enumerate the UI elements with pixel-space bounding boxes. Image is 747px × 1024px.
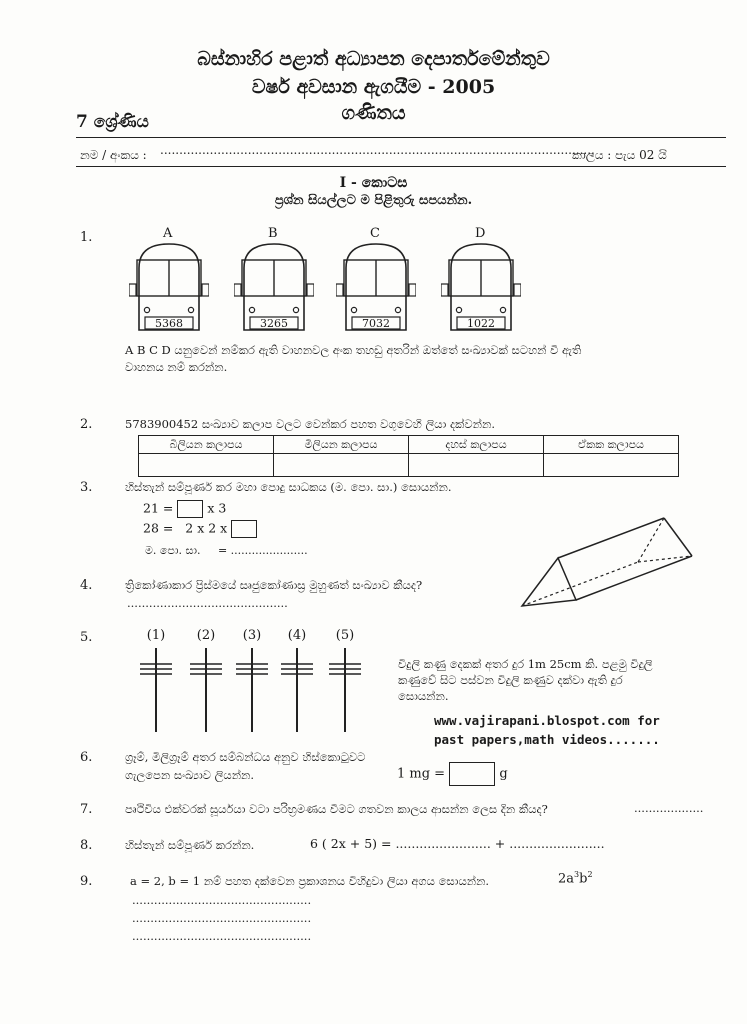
question-number-4: 4. [80, 578, 93, 593]
header-rule-top [76, 137, 726, 138]
bus-plate-number: 5368 [155, 317, 183, 330]
ministry-heading: බස්නාහිර පළාත් අධ්‍යාපන දෙපාර්තමේන්තුව [197, 48, 550, 70]
q9-expr-base: 2a [558, 871, 575, 887]
pole-label: (4) [287, 628, 307, 643]
q3-answer-box-2[interactable] [231, 520, 257, 538]
q3-line1-rhs: x 3 [207, 500, 227, 516]
pole-3 [234, 628, 270, 734]
pole-label: (1) [146, 628, 166, 643]
question-number-9: 9. [80, 874, 93, 889]
name-field-dots[interactable]: .................................................................................................................. [160, 143, 595, 157]
place-value-table [138, 435, 679, 477]
bus-letter: C [370, 226, 380, 241]
q6-answer-box[interactable] [449, 762, 495, 786]
bus-b [234, 226, 314, 332]
name-label: නම / අංකය : [80, 148, 147, 162]
q5-text-line2: කණුවේ සිට පස්වන විදුලි කණුව දක්වා ඇති දුර [398, 673, 623, 687]
time-label: කාලය : පැය 02 යි [572, 148, 667, 162]
q5-text-line1: විදුලි කණු දෙකක් අතර දුර 1m 25cm කි. පළමු විදුලි [398, 657, 653, 671]
subject-title: ගණිතය [341, 102, 406, 124]
q1-text-line2: වාහනය නම් කරන්න. [125, 360, 228, 374]
question-number-7: 7. [80, 802, 93, 817]
q9-expr-exp2: 2 [587, 870, 593, 879]
q6-text-line2: ගැලපෙන සංඛ්‍යාව ලියන්න. [125, 768, 255, 782]
q3-line1 [143, 500, 226, 518]
q8-text: හිස්තැන් සම්පූර්ණ කරන්න. [125, 838, 255, 852]
watermark-line1: www.vajirapani.blospot.com for [434, 713, 660, 728]
header-rule-bottom [76, 166, 726, 167]
question-number-1: 1. [80, 230, 93, 245]
q5-text-line3: සොයන්න. [398, 689, 449, 703]
q9-expr-exp1: 3 [574, 870, 580, 879]
bus-d [441, 226, 521, 332]
q3-line1-lhs: 21 = [143, 500, 174, 516]
q1-text-line1: A B C D යනුවෙන් නම්කර ඇති වාහනවල අංක තහඩු අතරින් ඔත්තේ සංඛ්‍යාවක් සටහන් වී ඇති [125, 343, 582, 357]
q9-answer-dots-1[interactable]: ................................................. [132, 893, 312, 907]
triangular-prism-figure [518, 514, 696, 614]
q6-equation [397, 762, 508, 786]
question-number-3: 3. [80, 480, 93, 495]
electric-pole-icon [279, 648, 315, 734]
electric-pole-icon [234, 648, 270, 734]
bus-letter: D [475, 226, 486, 241]
q9-answer-dots-3[interactable]: ................................................. [132, 929, 312, 943]
bus-plate-number: 3265 [260, 317, 288, 330]
pole-2 [188, 628, 224, 734]
pole-label: (2) [196, 628, 216, 643]
answer-cell-thousands[interactable] [409, 454, 544, 477]
header-thousands: දහස් කලාපය [409, 436, 544, 454]
bus-letter: A [163, 226, 173, 241]
exam-title: වර්ෂ අවසාන ඇගයීම - 2005 [251, 76, 496, 98]
bus-plate-number: 7032 [362, 317, 390, 330]
electric-pole-icon [188, 648, 224, 734]
pole-label: (5) [335, 628, 355, 643]
q9-answer-dots-2[interactable]: ................................................. [132, 911, 312, 925]
q4-answer-dots[interactable]: ............................................ [127, 596, 288, 610]
q6-text-line1: ග්‍රෑම්, මිලිග්‍රෑම් අතර සම්බන්ධය අනුව හිස්කොටුවට [125, 750, 366, 764]
grade-label: 7 ශ්‍රේණිය [76, 112, 149, 132]
bus-letter: B [268, 226, 278, 241]
header-units: ඒකක කලාපය [544, 436, 679, 454]
bus-plate-number: 1022 [467, 317, 495, 330]
q7-answer-dots[interactable]: ................... [634, 801, 704, 815]
q6-lhs: 1 mg = [397, 766, 446, 782]
q9-text: a = 2, b = 1 නම් පහත දක්වෙන ප්‍රකාශනය විහිදුවා ලියා අගය සොයන්න. [130, 874, 490, 888]
q6-unit: g [499, 766, 508, 782]
answer-cell-billions[interactable] [139, 454, 274, 477]
header-billions: බිලියන කලාපය [139, 436, 274, 454]
q3-line3 [145, 544, 308, 558]
q8-expression[interactable]: 6 ( 2x + 5) = ........................ + ........................ [310, 836, 605, 851]
watermark-line2: past papers,math videos....... [434, 732, 660, 747]
q9-expression [558, 870, 593, 886]
electric-pole-icon [327, 648, 363, 734]
question-number-5: 5. [80, 630, 93, 645]
q2-text: 5783900452 සංඛ්‍යාව කලාප වලට වෙන්කර පහත වගුවෙහි ලියා දක්වන්න. [125, 417, 495, 431]
q9-expr-b: b [579, 871, 588, 887]
pole-4 [279, 628, 315, 734]
q3-answer-box-1[interactable] [177, 500, 203, 518]
q3-line2-lhs: 28 = [143, 520, 174, 536]
answer-cell-millions[interactable] [274, 454, 409, 477]
bus-c [336, 226, 416, 332]
q3-hcf-answer[interactable]: = ...................... [217, 544, 308, 557]
q7-text: පෘථිවිය එක්වරක් සූර්යයා වටා පරිභ්‍රමණය වීමට ගතවන කාලය ආසන්න ලෙස දින කීයද? [125, 802, 548, 816]
question-number-6: 6. [80, 750, 93, 765]
pole-5 [327, 628, 363, 734]
section-title: I - කොටස [339, 175, 408, 191]
q3-text: හිස්තැන් සම්පූර්ණ කර මහා පොදු සාධකය (ම. පො. සා.) සොයන්න. [125, 480, 452, 494]
table-answer-row [139, 454, 679, 477]
section-instruction: ප්‍රශ්න සියල්ලට ම පිළිතුරු සපයන්න. [274, 193, 473, 208]
bus-a [129, 226, 209, 332]
pole-1 [138, 628, 174, 734]
question-number-2: 2. [80, 417, 93, 432]
table-header-row [139, 436, 679, 454]
q3-line2-rhs: 2 x 2 x [185, 520, 228, 536]
q4-text: ත්‍රිකෝණාකාර ප්‍රිස්මයේ සෘජුකෝණාස්‍ර මුහුණත් සංඛ්‍යාව කීයද? [125, 578, 423, 592]
header-millions: මිලියන කලාපය [274, 436, 409, 454]
q3-hcf-label: ම. පො. සා. [145, 544, 201, 557]
answer-cell-units[interactable] [544, 454, 679, 477]
pole-label: (3) [242, 628, 262, 643]
question-number-8: 8. [80, 838, 93, 853]
electric-pole-icon [138, 648, 174, 734]
q3-line2 [143, 520, 257, 538]
